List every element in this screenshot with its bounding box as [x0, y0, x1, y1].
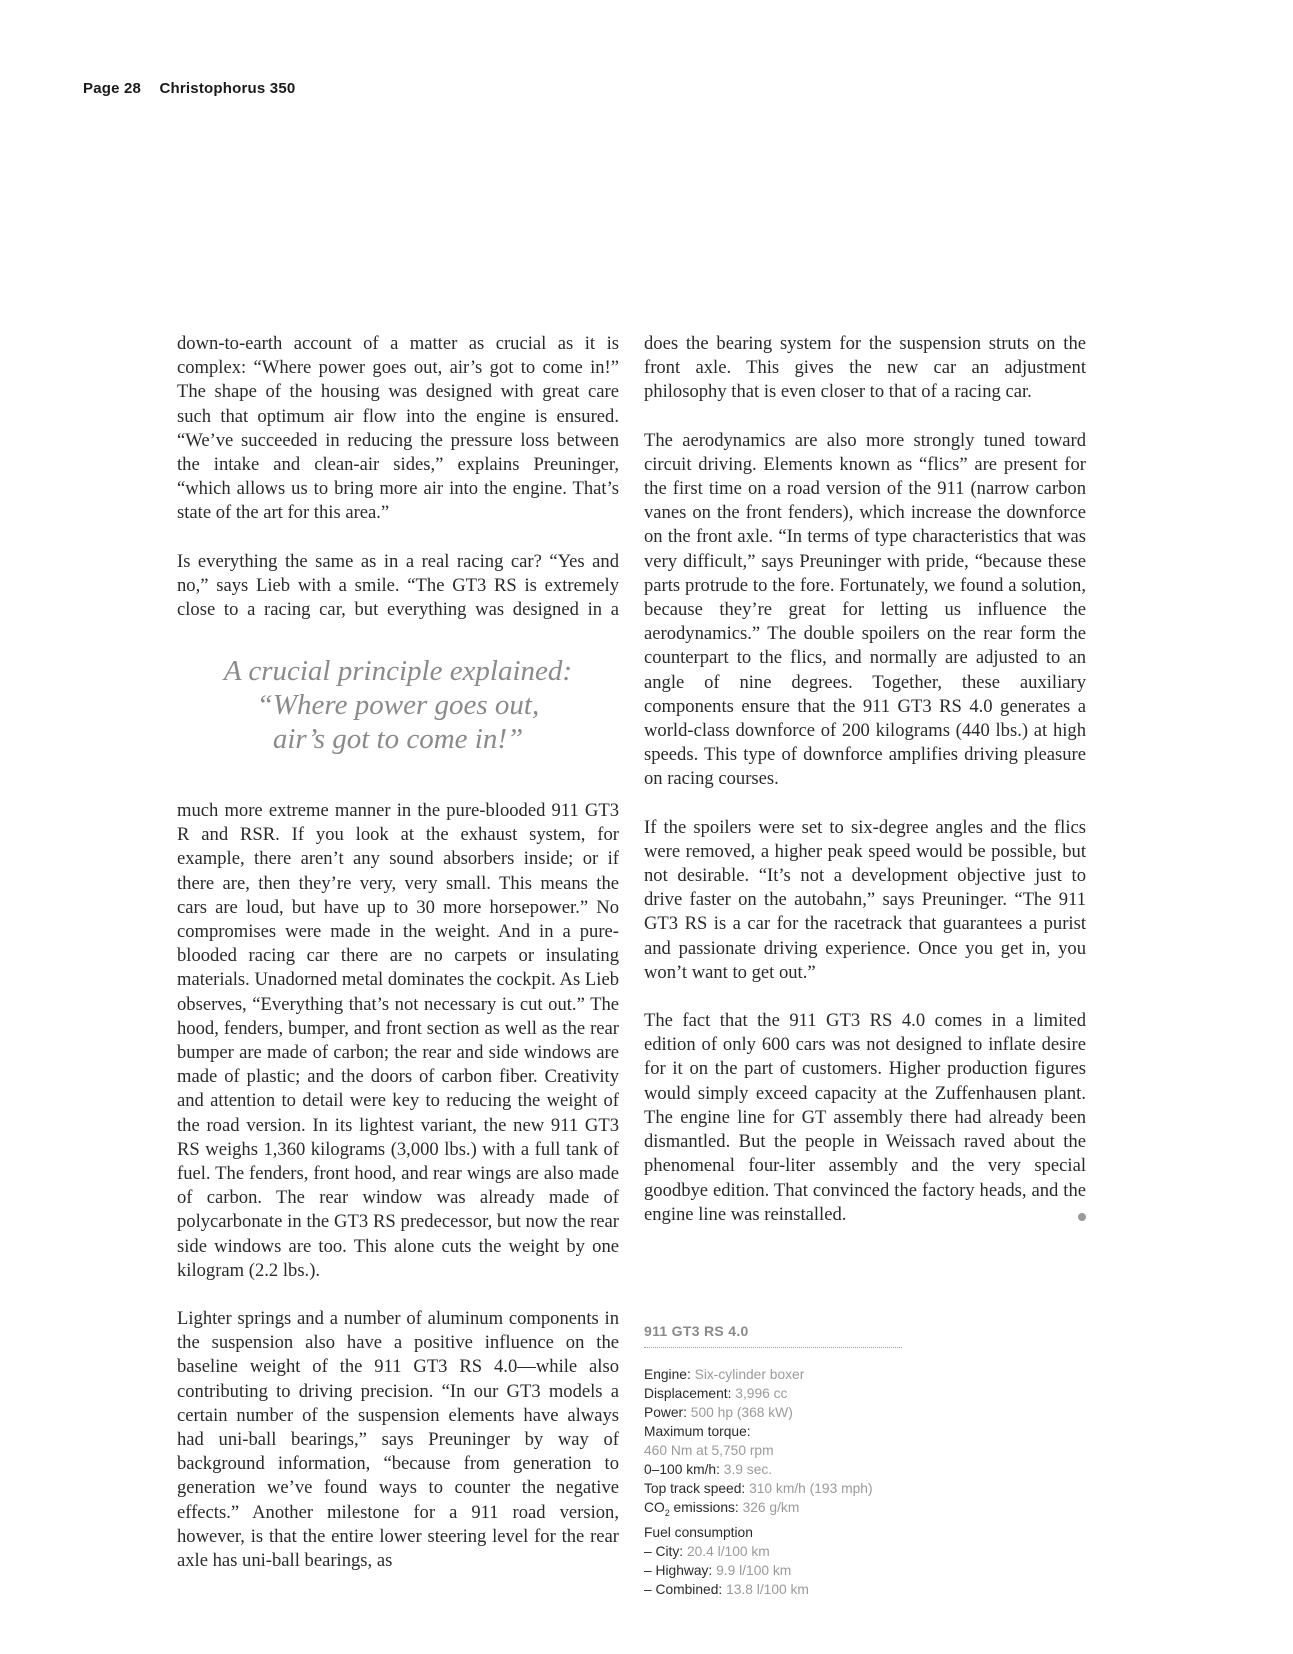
spec-value: 13.8 l/100 km — [726, 1581, 809, 1597]
paragraph: does the bearing system for the suspension struts on the front axle. This gives the new car an adjustment philosophy that is even closer to that of a racing car. — [644, 333, 1086, 403]
spec-label: Top track speed: — [644, 1481, 746, 1496]
pull-quote — [177, 654, 619, 756]
spec-value: 310 km/h (193 mph) — [749, 1481, 873, 1496]
left-column-top — [177, 332, 619, 646]
spec-box — [644, 1322, 904, 1599]
pull-quote-line: A crucial principle explained: — [223, 655, 573, 687]
paragraph: much more extreme manner in the pure-blooded 911 GT3 R and RSR. If you look at the exhaust system, for example, there aren’t any sound absorbers inside; or if there are, then they’re very, very small. This means the cars are loud, but have up to 30 more horsepower.” No compromises were made in the weight. And in a pure-blooded racing car there are no carpets or insulating materials. Unadorned metal dominates the cockpit. As Lieb observes, “Everything that’s not necessary is cut out.” The hood, fenders, bumper, and front section as well as the rear bumper are made of carbon; the rear and side windows are made of plastic; and the doors of carbon fiber. Creativity and attention to detail were key to reducing the weight of the road version. In its lightest variant, the new 911 GT3 RS weighs 1,360 kilograms (3,000 lbs.) with a full tank of fuel. The fenders, front hood, and rear wings are also made of carbon. The rear window was already made of polycarbonate in the GT3 RS predecessor, but now the rear side windows are too. This alone cuts the weight by one kilogram (2.2 lbs.). — [177, 800, 619, 1281]
paragraph-last — [644, 1009, 1086, 1227]
spec-label: – City: — [644, 1543, 684, 1559]
spec-torque-value: 460 Nm at 5,750 rpm — [644, 1443, 774, 1458]
paragraph: If the spoilers were set to six-degree angles and the flics were removed, a higher peak speed would be possible, but not desirable. “It’s not a development objective just to drive faster on the autobahn,” says Preuninger. “The 911 GT3 RS is a car for the racetrack that guarantees a purist and passionate driving experience. Once you get in, you won’t want to get out.” — [644, 816, 1086, 983]
spec-value: Six-cylinder boxer — [694, 1367, 805, 1382]
spec-title: 911 GT3 RS 4.0 — [644, 1323, 749, 1339]
page-number: Page 28 — [83, 80, 142, 97]
end-mark-icon — [1078, 1213, 1086, 1221]
spec-label: – Combined: — [644, 1581, 723, 1597]
spec-top-speed — [644, 1479, 904, 1498]
spec-combined — [644, 1580, 904, 1599]
spec-co2 — [644, 1498, 904, 1523]
spec-value: 20.4 l/100 km — [686, 1543, 770, 1559]
spec-divider — [644, 1347, 902, 1348]
left-column-bottom — [177, 799, 619, 1597]
spec-fuel-label: Fuel consumption — [644, 1524, 753, 1540]
pull-quote-line: air’s got to come in!” — [272, 723, 524, 755]
spec-label: CO — [644, 1500, 665, 1515]
spec-value: 9.9 l/100 km — [716, 1562, 792, 1578]
pull-quote-line: “Where power goes out, — [256, 689, 540, 721]
spec-value: 3,996 cc — [735, 1386, 788, 1401]
paragraph: down-to-earth account of a matter as crucial as it is complex: “Where power goes out, air’s got to come in!” The shape of the housing was designed with great care such that optimum air flow into the engine is ensured. “We’ve succeeded in reducing the pressure loss between the intake and clean-air sides,” explains Preuninger, “which allows us to bring more air into the engine. That’s state of the art for this area.” — [177, 333, 619, 524]
spec-value: 326 g/km — [742, 1500, 800, 1515]
spec-label: emissions: — [669, 1500, 739, 1515]
spec-label: Engine: — [644, 1367, 691, 1382]
publication-title: Christophorus 350 — [159, 80, 296, 97]
spec-label: Power: — [644, 1405, 687, 1420]
paragraph: The aerodynamics are also more strongly tuned toward circuit driving. Elements known as “flics” are present for the first time on a road version of the 911 (narrow carbon vanes on the front fenders), which increase the downforce on the front axle. “In terms of type characteristics that was very difficult,” says Preuninger with pride, “because these parts protrude to the fore. Fortunately, we found a solution, because they’re great for letting us influence the aerodynamics.” The double spoilers on the rear form the counterpart to the flics, and normally are adjusted to an angle of nine degrees. Together, these auxiliary components ensure that the 911 GT3 RS 4.0 generates a world-class downforce of 200 kilograms (440 lbs.) at high speeds. This type of downforce amplifies driving pleasure on racing courses. — [644, 429, 1086, 790]
right-column — [644, 332, 1086, 1251]
spec-displacement — [644, 1384, 904, 1403]
paragraph: Lighter springs and a number of aluminum components in the suspension also have a positive influence on the baseline weight of the 911 GT3 RS 4.0—while also contributing to driving precision. “In our GT3 models a certain number of the suspension elements have always had uni-ball bearings,” says Preuninger by way of background information, “because from generation to generation we’ve found ways to counter the negative effects.” Another milestone for a 911 road version, however, is that the entire lower steering level for the rear axle has uni-ball bearings, as — [177, 1308, 619, 1572]
spec-acceleration — [644, 1460, 904, 1479]
paragraph-text: The fact that the 911 GT3 RS 4.0 comes in a limited edition of only 600 cars was not designed to inflate desire for it on the part of customers. Higher production figures would simply exceed capacity at the Zuffenhausen plant. The engine line for GT assembly there had already been dismantled. But the people in Weissach raved about the phenomenal four-liter assembly and the very special goodbye edition. That convinced the factory heads, and the engine line was reinstalled. — [644, 1010, 1086, 1225]
spec-power — [644, 1403, 904, 1422]
spec-label-subscript: 2 — [664, 1507, 670, 1518]
spec-torque-label: Maximum torque: — [644, 1424, 751, 1439]
spec-value: 500 hp (368 kW) — [690, 1405, 793, 1420]
spec-label: 0–100 km/h: — [644, 1462, 720, 1477]
spec-city — [644, 1542, 904, 1561]
spec-highway — [644, 1561, 904, 1580]
spec-label: – Highway: — [644, 1562, 713, 1578]
spec-engine — [644, 1365, 904, 1384]
spec-value: 3.9 sec. — [723, 1462, 773, 1477]
spec-label: Displacement: — [644, 1386, 732, 1401]
page-header — [83, 80, 295, 97]
paragraph: Is everything the same as in a real racing car? “Yes and no,” says Lieb with a smile. “The GT3 RS is extremely close to a racing car, but everything was designed in a — [177, 550, 619, 621]
